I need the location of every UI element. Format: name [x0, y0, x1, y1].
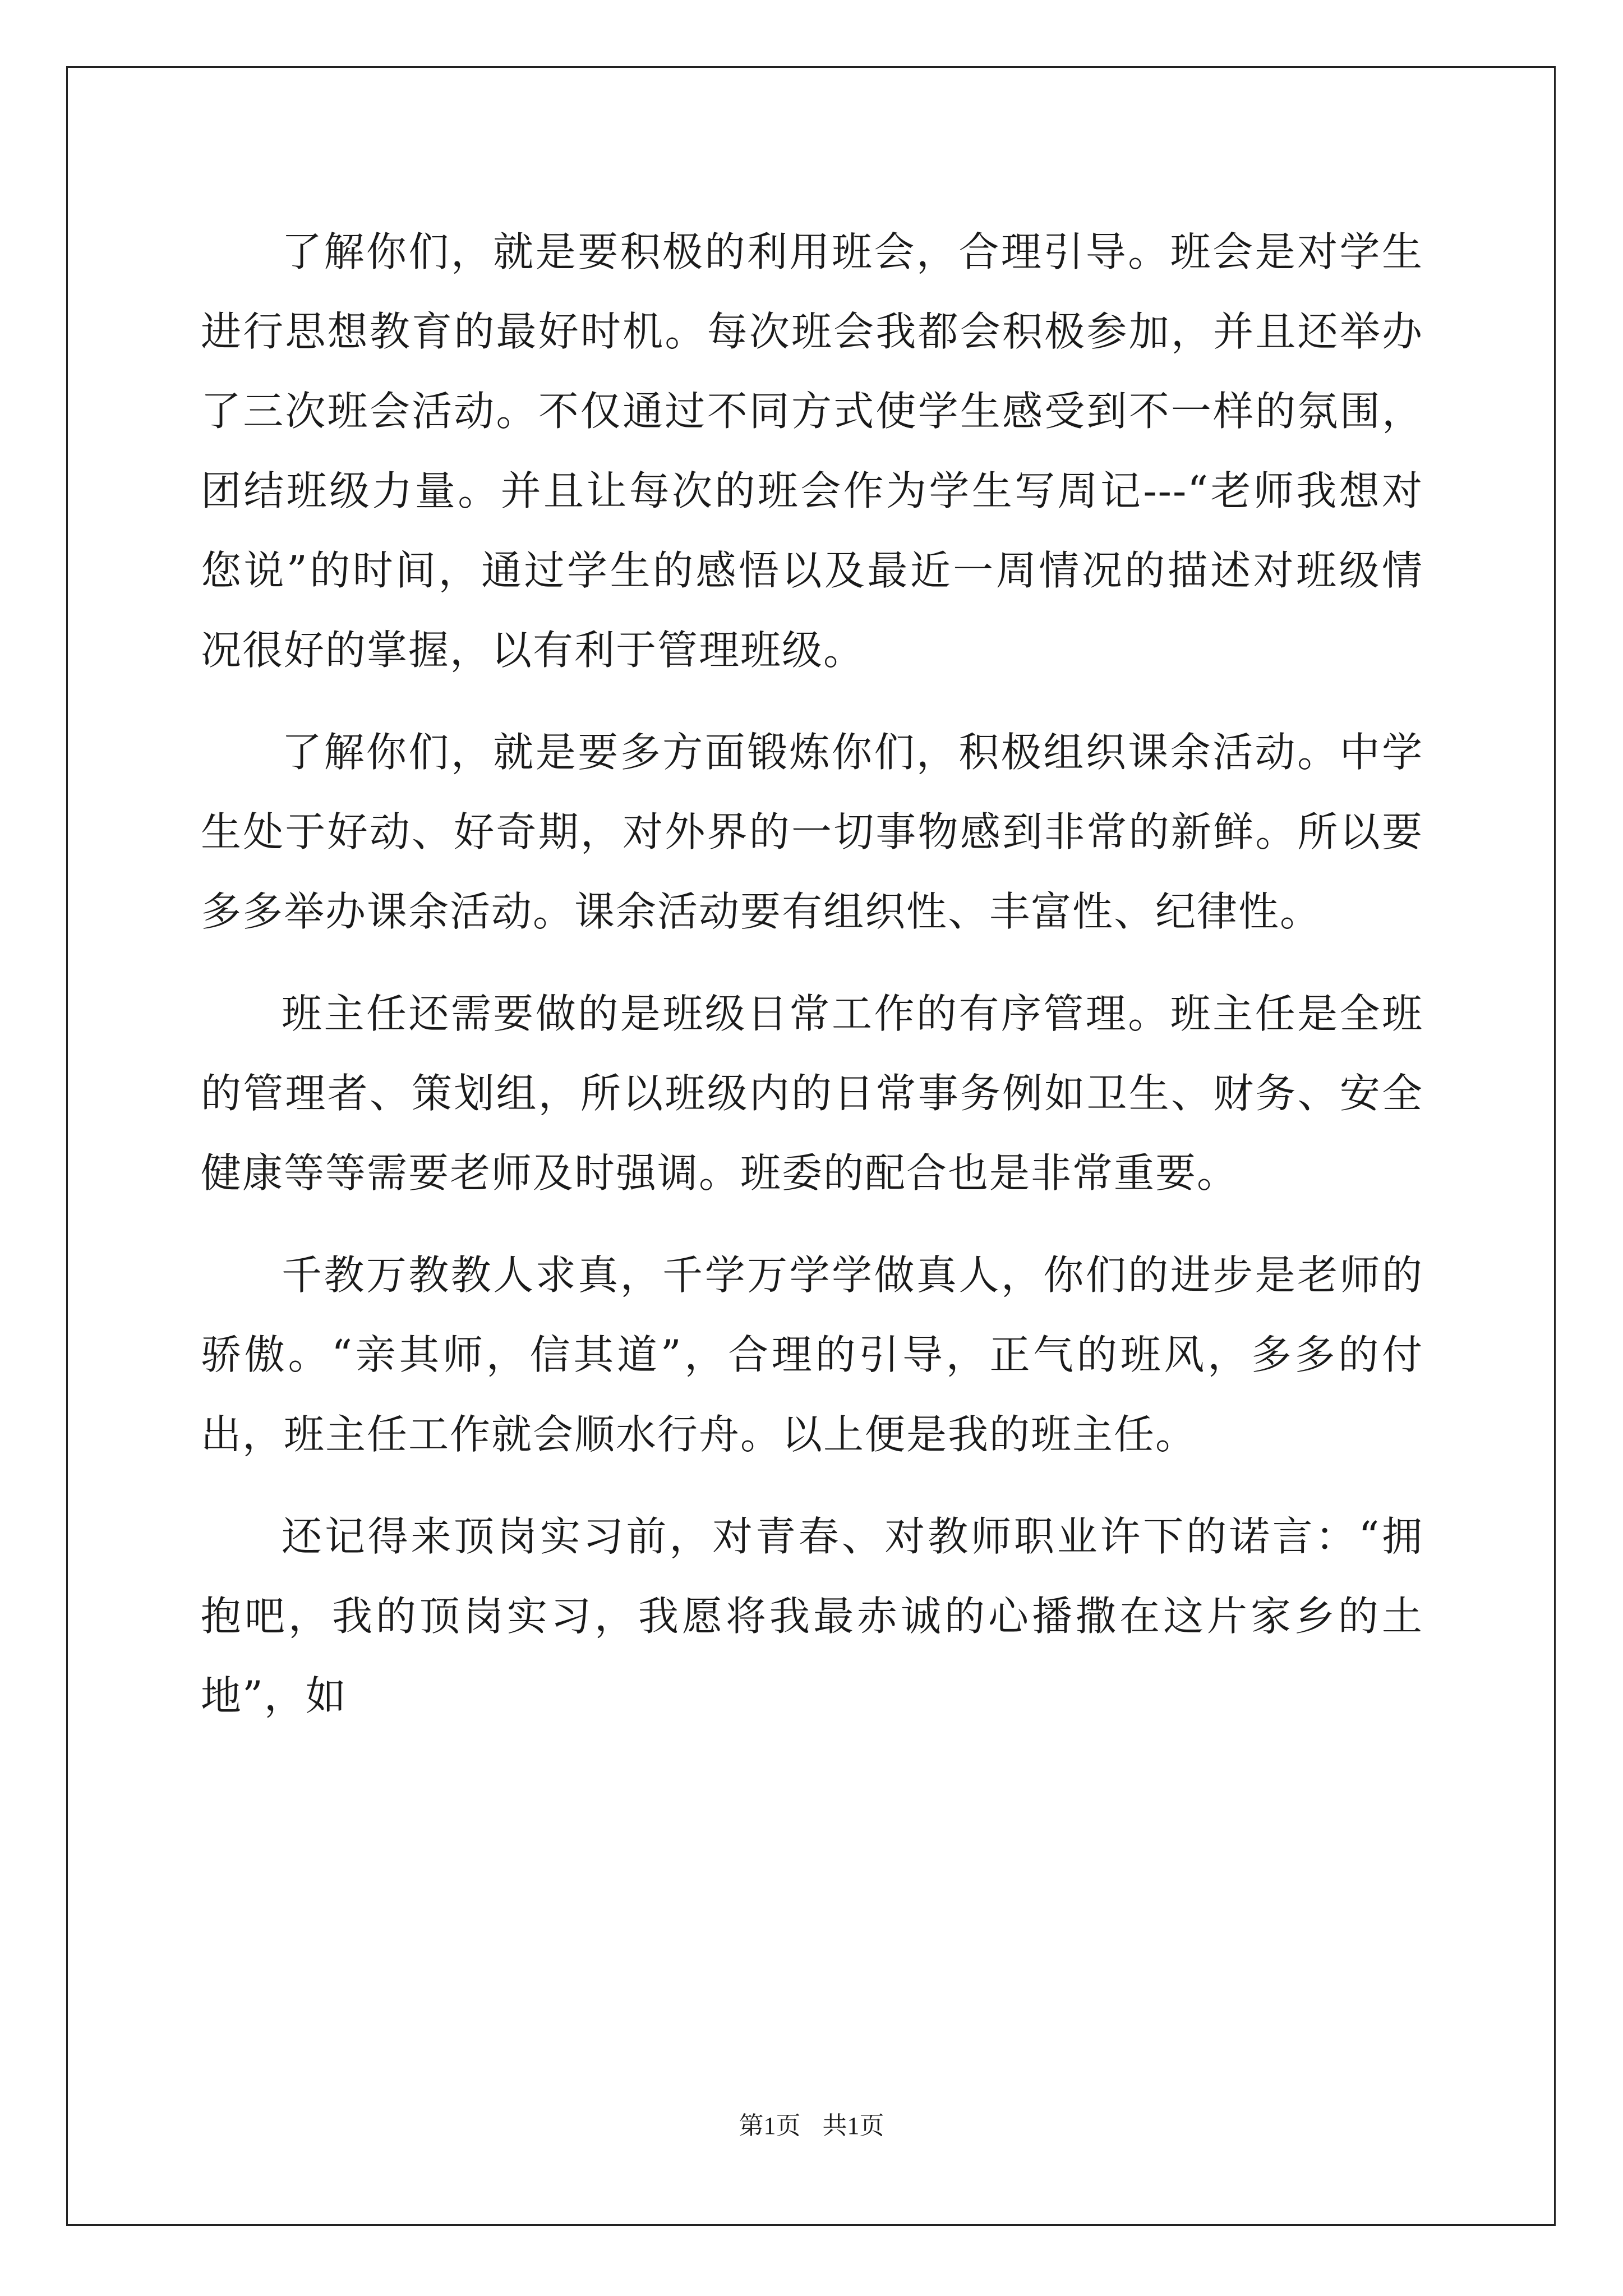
paragraph-5: 还记得来顶岗实习前，对青春、对教师职业许下的诺言：“拥抱吧，我的顶岗实习，我愿将我最赤诚的心播撒在这片家乡的土地”，如 [201, 1513, 1423, 1719]
document-body [201, 212, 1423, 1758]
paragraph-1: 了解你们，就是要积极的利用班会，合理引导。班会是对学生进行思想教育的最好时机。每次班会我都会积极参加，并且还举办了三次班会活动。不仅通过不同方式使学生感受到不一样的氛围，团结班级力量。并且让每次的班会作为学生写周记---“老师我想对您说”的时间，通过学生的感悟以及最近一周情况的描述对班级情况很好的掌握，以有利于管理班级。 [201, 228, 1423, 674]
page-number: 第1页 [739, 2112, 801, 2139]
page-footer [0, 2109, 1623, 2143]
paragraph-3: 班主任还需要做的是班级日常工作的有序管理。班主任是全班的管理者、策划组，所以班级内的日常事务例如卫生、财务、安全健康等等需要老师及时强调。班委的配合也是非常重要。 [201, 990, 1423, 1197]
paragraph-4: 千教万教教人求真，千学万学学做真人，你们的进步是老师的骄傲。“亲其师，信其道”，合理的引导，正气的班风，多多的付出，班主任工作就会顺水行舟。以上便是我的班主任。 [201, 1251, 1423, 1458]
paragraph-2: 了解你们，就是要多方面锻炼你们，积极组织课余活动。中学生处于好动、好奇期，对外界的一切事物感到非常的新鲜。所以要多多举办课余活动。课余活动要有组织性、丰富性、纪律性。 [201, 729, 1423, 935]
page-total: 共1页 [822, 2112, 884, 2139]
